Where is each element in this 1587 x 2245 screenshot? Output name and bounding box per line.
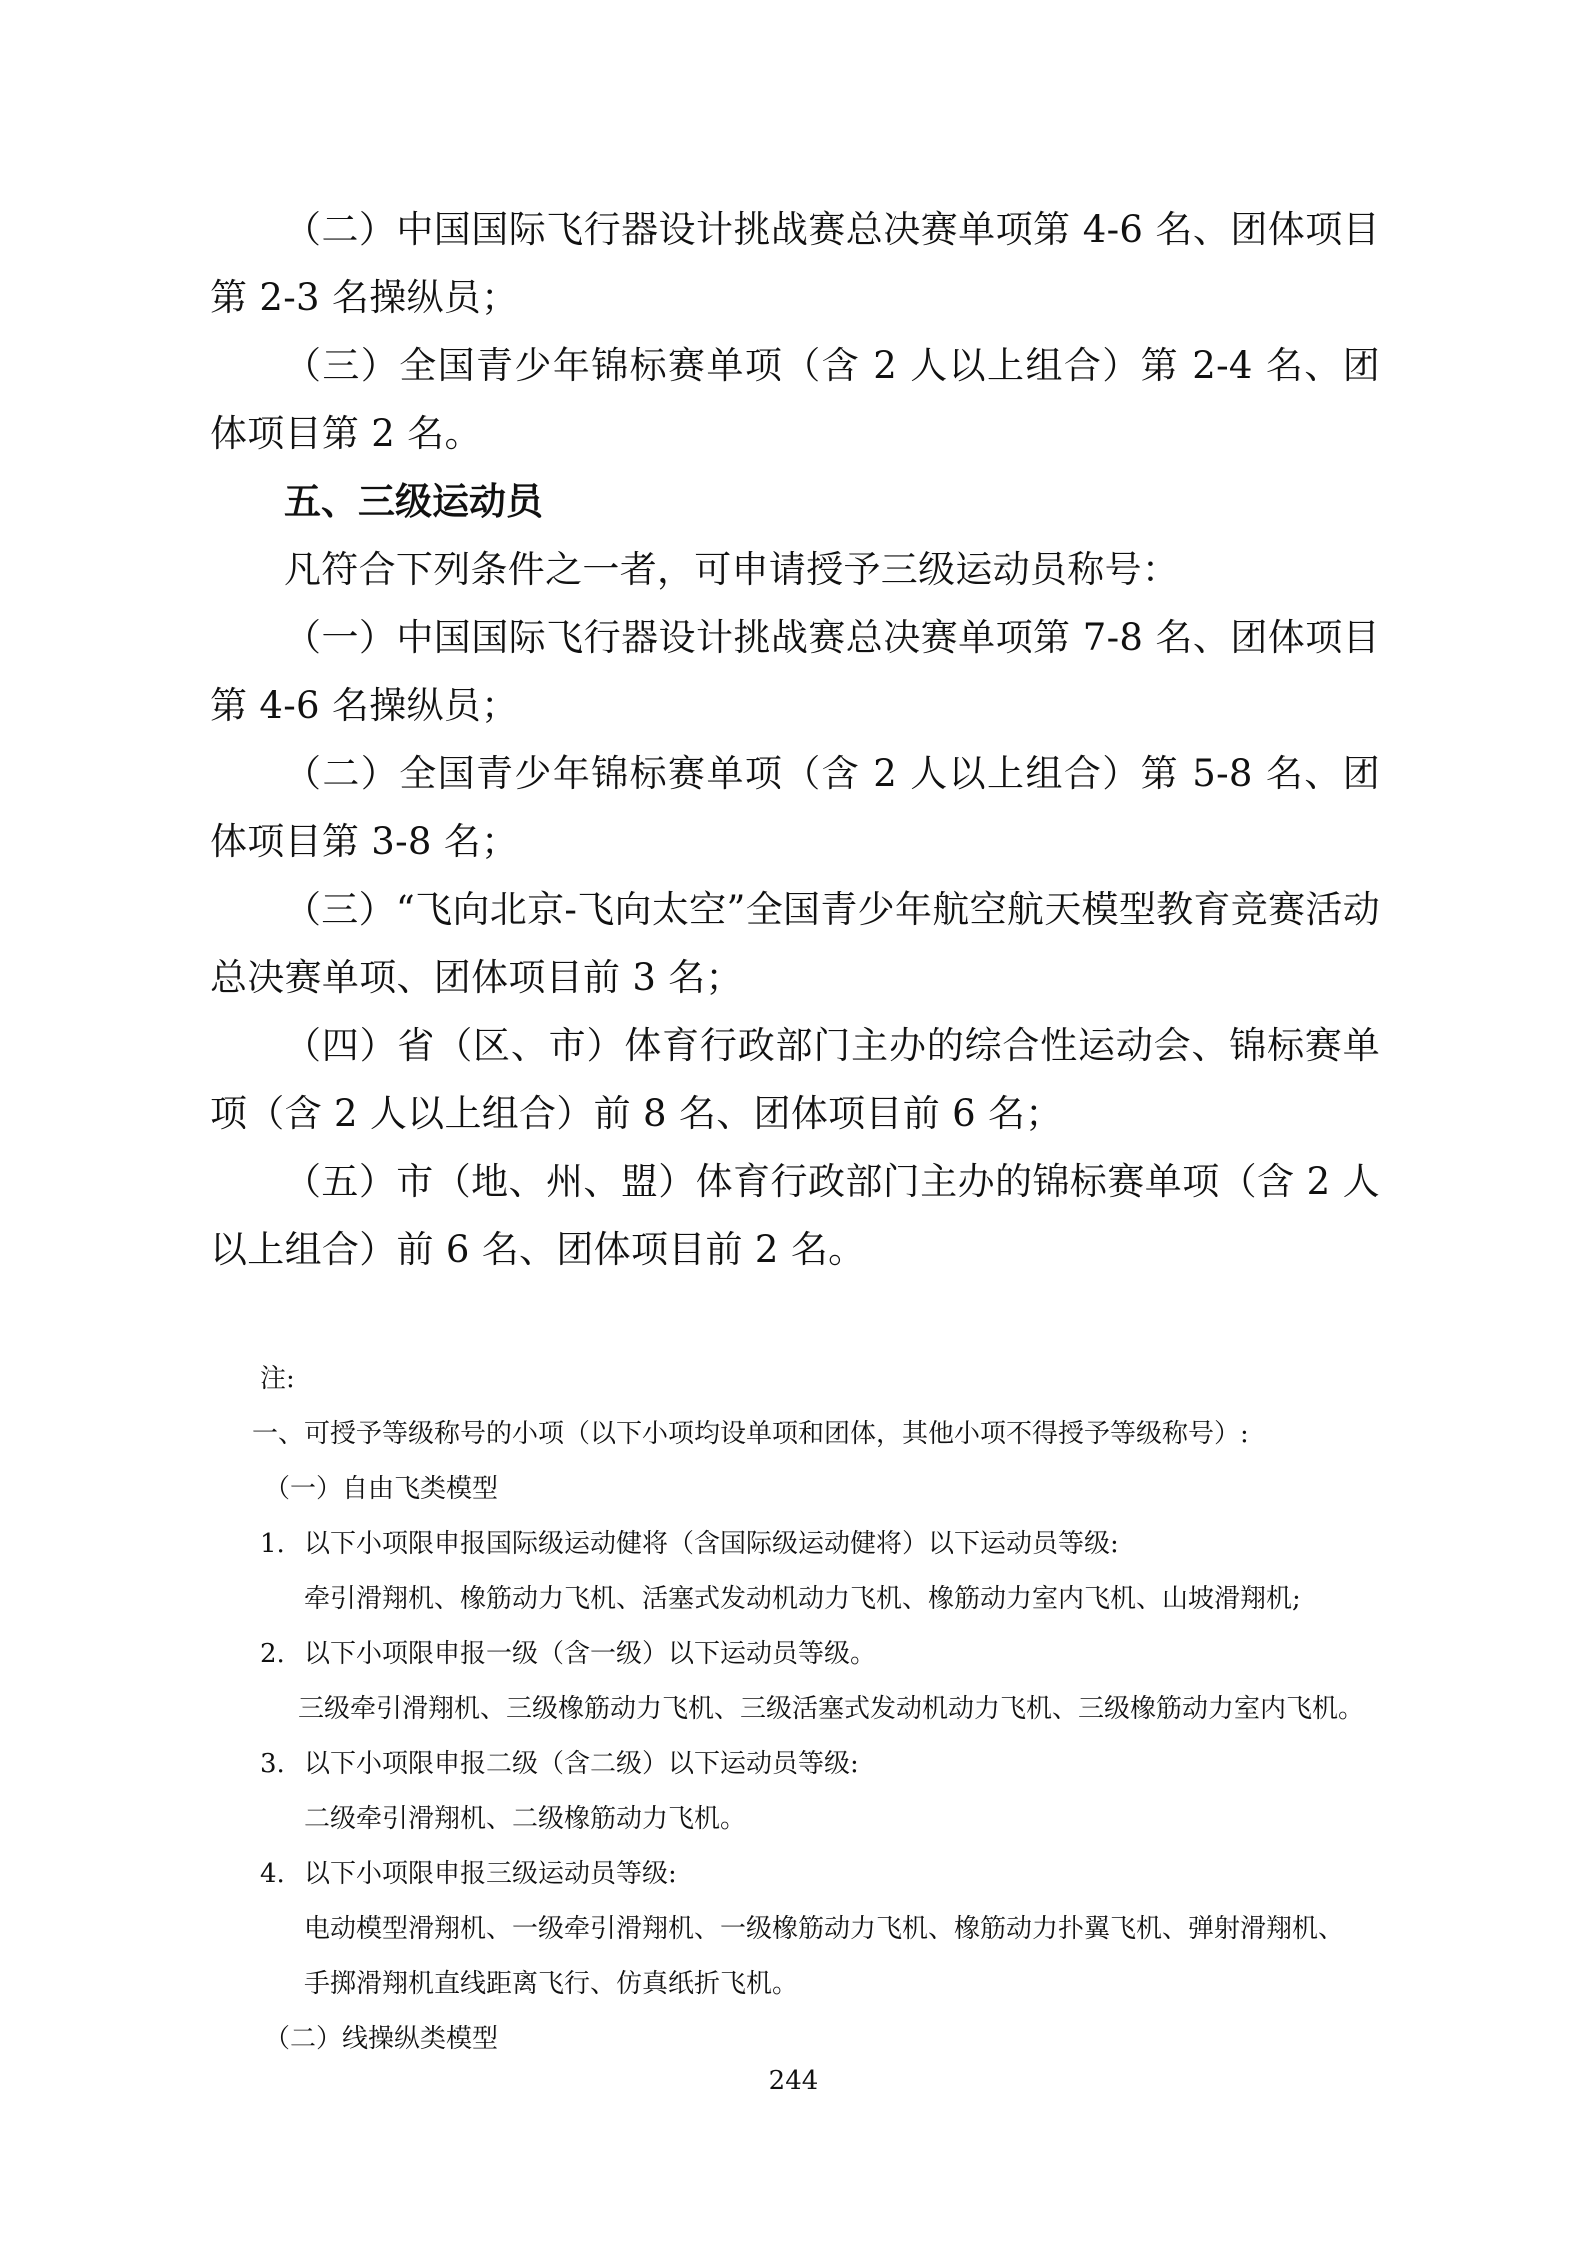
notes-item-detail: 电动模型滑翔机、一级牵引滑翔机、一级橡筋动力飞机、橡筋动力扑翼飞机、弹射滑翔机、	[304, 1914, 1345, 1944]
notes-item-detail: 牵引滑翔机、橡筋动力飞机、活塞式发动机动力飞机、橡筋动力室内飞机、山坡滑翔机;	[304, 1584, 1301, 1614]
notes-item-text: 以下小项限申报国际级运动健将（含国际级运动健将）以下运动员等级:	[304, 1529, 1119, 1559]
section-intro: 凡符合下列条件之一者，可申请授予三级运动员称号：	[284, 548, 1180, 591]
notes-item-detail: 二级牵引滑翔机、二级橡筋动力飞机。	[304, 1804, 747, 1834]
notes-item-text: 以下小项限申报二级（含二级）以下运动员等级:	[304, 1749, 859, 1779]
paragraph-level2-item2: （二）中国国际飞行器设计挑战赛总决赛单项第 4-6 名、团体项目第 2-3 名操纵员；	[210, 208, 1380, 319]
notes-item-detail: 三级牵引滑翔机、三级橡筋动力飞机、三级活塞式发动机动力飞机、三级橡筋动力室内飞机。	[298, 1694, 1365, 1724]
notes-label: 注:	[260, 1364, 295, 1394]
section-item-1: （一）中国国际飞行器设计挑战赛总决赛单项第 7-8 名、团体项目第 4-6 名操纵员；	[210, 616, 1380, 727]
notes-subheading-2: （二）线操纵类模型	[264, 2024, 499, 2054]
notes-block	[252, 1352, 1390, 2067]
notes-item-3	[260, 1737, 1390, 1792]
page-number: 244	[768, 2066, 819, 2096]
notes-item-number: 4.	[260, 1859, 285, 1889]
section-item-4: （四）省（区、市）体育行政部门主办的综合性运动会、锦标赛单项（含 2 人以上组合）前 8 名、团体项目前 6 名；	[210, 1024, 1380, 1135]
section-heading: 五、三级运动员	[284, 480, 543, 523]
notes-item-text: 以下小项限申报三级运动员等级:	[304, 1859, 677, 1889]
notes-line-1: 一、可授予等级称号的小项（以下小项均设单项和团体，其他小项不得授予等级称号）:	[252, 1419, 1249, 1449]
notes-item-4	[260, 1847, 1390, 1902]
notes-item-number: 2.	[260, 1639, 285, 1669]
notes-item-2	[260, 1627, 1390, 1682]
notes-item-text: 以下小项限申报一级（含一级）以下运动员等级。	[304, 1639, 877, 1669]
notes-subheading-1: （一）自由飞类模型	[264, 1474, 499, 1504]
section-item-5: （五）市（地、州、盟）体育行政部门主办的锦标赛单项（含 2 人以上组合）前 6 名、团体项目前 2 名。	[210, 1160, 1380, 1271]
notes-item-number: 1.	[260, 1529, 285, 1559]
main-text	[210, 196, 1380, 1284]
notes-item-1	[260, 1517, 1390, 1572]
notes-item-number: 3.	[260, 1749, 285, 1779]
section-item-3: （三）“飞向北京-飞向太空”全国青少年航空航天模型教育竞赛活动总决赛单项、团体项目前 3 名；	[210, 888, 1380, 999]
section-item-2: （二）全国青少年锦标赛单项（含 2 人以上组合）第 5-8 名、团体项目第 3-8 名；	[210, 752, 1380, 863]
notes-item-detail-continued: 手掷滑翔机直线距离飞行、仿真纸折飞机。	[304, 1969, 799, 1999]
paragraph-level2-item3: （三）全国青少年锦标赛单项（含 2 人以上组合）第 2-4 名、团体项目第 2 名。	[210, 344, 1380, 455]
